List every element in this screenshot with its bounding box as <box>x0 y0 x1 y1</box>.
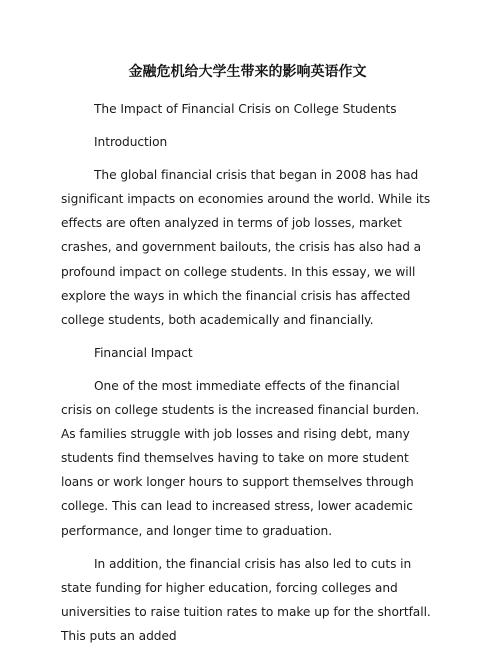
paragraph-introduction: The global financial crisis that began in 2008 has had significant impacts on economies around the world. While its effects are often analyzed in terms of job losses, market crashes, and government bailouts, the crisis has also had a profound impact on college students. In this essay, we will explore the ways in which the financial crisis has affected college students, both academically and financially. <box>61 168 431 327</box>
section-heading-financial-impact: Financial Impact <box>94 345 193 360</box>
section-heading-introduction: Introduction <box>94 135 168 150</box>
paragraph-financial-burden: One of the most immediate effects of the financial crisis on college students is the increased financial burden. As families struggle with job losses and rising debt, many students find themselves having to take on more student loans or work longer hours to support themselves through college. This can lead to increased stress, lower academic performance, and longer time to graduation. <box>61 378 420 538</box>
paragraph-funding-cuts: In addition, the financial crisis has also led to cuts in state funding for higher education, forcing colleges and universities to raise tuition rates to make up for the shortfall. This puts an added <box>61 556 431 643</box>
essay-heading: The Impact of Financial Crisis on College Students <box>94 102 397 116</box>
document-title: 金融危机给大学生带来的影响英语作文 <box>128 64 367 80</box>
